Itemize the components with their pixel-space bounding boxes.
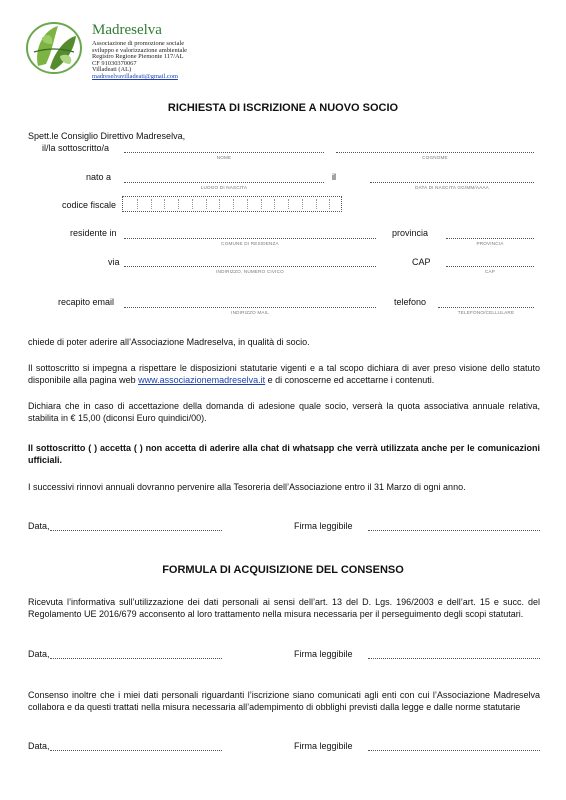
paragraph-adesione: chiede di poter aderire all’Associazione Madreselva, in qualità di socio. [28, 337, 310, 347]
cognome-caption: COGNOME [422, 155, 448, 160]
il-label: il [332, 172, 336, 182]
telefono-field[interactable] [438, 307, 534, 308]
paragraph-quota: Dichiara che in caso di accettazione della domanda di adesione quale socio, verserà la quota associativa annuale relativa, stabilita in € 15,00 (diconsi Euro quindici/00). [28, 401, 540, 423]
firma-field[interactable] [368, 658, 540, 659]
form-title: RICHIESTA DI ISCRIZIONE A NUOVO SOCIO [167, 102, 399, 114]
data-field[interactable] [50, 530, 222, 531]
comune-field[interactable] [124, 238, 376, 239]
consent-title: FORMULA DI ACQUISIZIONE DEL CONSENSO [162, 564, 404, 576]
provincia-field[interactable] [446, 238, 534, 239]
provincia-label: provincia [392, 228, 429, 238]
salutation: Spett.le Consiglio Direttivo Madreselva, [28, 131, 186, 141]
green-leaf-logo-icon [24, 18, 84, 78]
intro-text: il/la sottoscritto/a [42, 143, 110, 153]
luogo-nascita-field[interactable] [124, 182, 324, 183]
paragraph-statuto: Il sottoscritto si impegna a rispettare le disposizioni statutarie vigenti e a tal scopo dichiara di aver preso visione dello statuto disponibile alla pagina web www.associazionemadreselva.it e di conoscerne ed accettarne i contenuti. [28, 363, 540, 385]
telefono-caption: TELEFONO/CELLULARE [457, 310, 515, 315]
data-nascita-caption: DATA DI NASCITA GG/MM/AAAA [415, 185, 489, 190]
data-field[interactable] [50, 750, 222, 751]
codice-fiscale-field[interactable] [122, 196, 342, 212]
nato-a-label: nato a [86, 172, 112, 182]
cognome-field[interactable] [336, 152, 534, 153]
residente-label: residente in [70, 228, 117, 238]
data-label: Data, [28, 521, 50, 531]
cap-field[interactable] [446, 266, 534, 267]
org-line: CF 91030370067 [92, 59, 137, 67]
org-email-link[interactable]: madreselvavilladeati@gmail.com [92, 73, 178, 80]
data-label: Data, [28, 649, 50, 659]
email-label: recapito email [58, 297, 115, 307]
luogo-nascita-caption: LUOGO DI NASCITA [200, 185, 248, 190]
org-name: Madreselva [92, 22, 162, 38]
firma-field[interactable] [368, 530, 540, 531]
data-nascita-field[interactable] [370, 182, 534, 183]
email-field[interactable] [124, 307, 376, 308]
paragraph-informativa: Ricevuta l’informativa sull’utilizzazione dei dati personali ai sensi dell’art. 13 del D. Lgs. 196/2003 e dell’art. 15 e succ. del Regolamento UE 2016/679 acconsento al loro trattamento nella misura necessaria per il perseguimento degli scopi statutari. [28, 597, 540, 619]
via-label: via [108, 257, 120, 267]
firma-label: Firma leggibile [294, 521, 353, 531]
codice-fiscale-label: codice fiscale [62, 200, 117, 210]
data-label: Data, [28, 741, 50, 751]
firma-label: Firma leggibile [294, 741, 353, 751]
paragraph-whatsapp: Il sottoscritto ( ) accetta ( ) non accetta di aderire alla chat di whatsapp che verrà utilizzata anche per le comunicazioni ufficiali. [28, 443, 540, 465]
statuto-link[interactable]: www.associazionemadreselva.it [138, 375, 266, 385]
nome-field[interactable] [124, 152, 324, 153]
nome-caption: NOME [216, 155, 232, 160]
provincia-caption: PROVINCIA [476, 241, 504, 246]
data-field[interactable] [50, 658, 222, 659]
firma-label: Firma leggibile [294, 649, 353, 659]
org-line: Villadeati (AL) [92, 66, 132, 73]
indirizzo-field[interactable] [124, 266, 376, 267]
comune-caption: COMUNE DI RESIDENZA [221, 241, 279, 246]
paragraph-rinnovi: I successivi rinnovi annuali dovranno pervenire alla Tesoreria dell’Associazione entro il 31 Marzo di ogni anno. [28, 482, 466, 492]
org-line: Associazione di promozione sociale [92, 40, 185, 47]
telefono-label: telefono [394, 297, 427, 307]
cap-caption: CAP [484, 269, 496, 274]
org-line: sviluppo e valorizzazione ambientale [92, 46, 187, 54]
org-line: Registro Regione Piemonte 117/AL [92, 53, 184, 60]
indirizzo-caption: INDIRIZZO, NUMERO CIVICO [216, 269, 284, 274]
cap-label: CAP [412, 257, 431, 267]
email-caption: INDIRIZZO MAIL [231, 310, 269, 315]
paragraph-consenso-enti: Consenso inoltre che i miei dati personali riguardanti l’iscrizione siano comunicati agli enti con cui l’Associazione Madreselva collabora e da questi trattati nella misura necessaria all’adempimento di obblighi previsti dalla legge e dalle norme statutarie [28, 690, 540, 712]
firma-field[interactable] [368, 750, 540, 751]
